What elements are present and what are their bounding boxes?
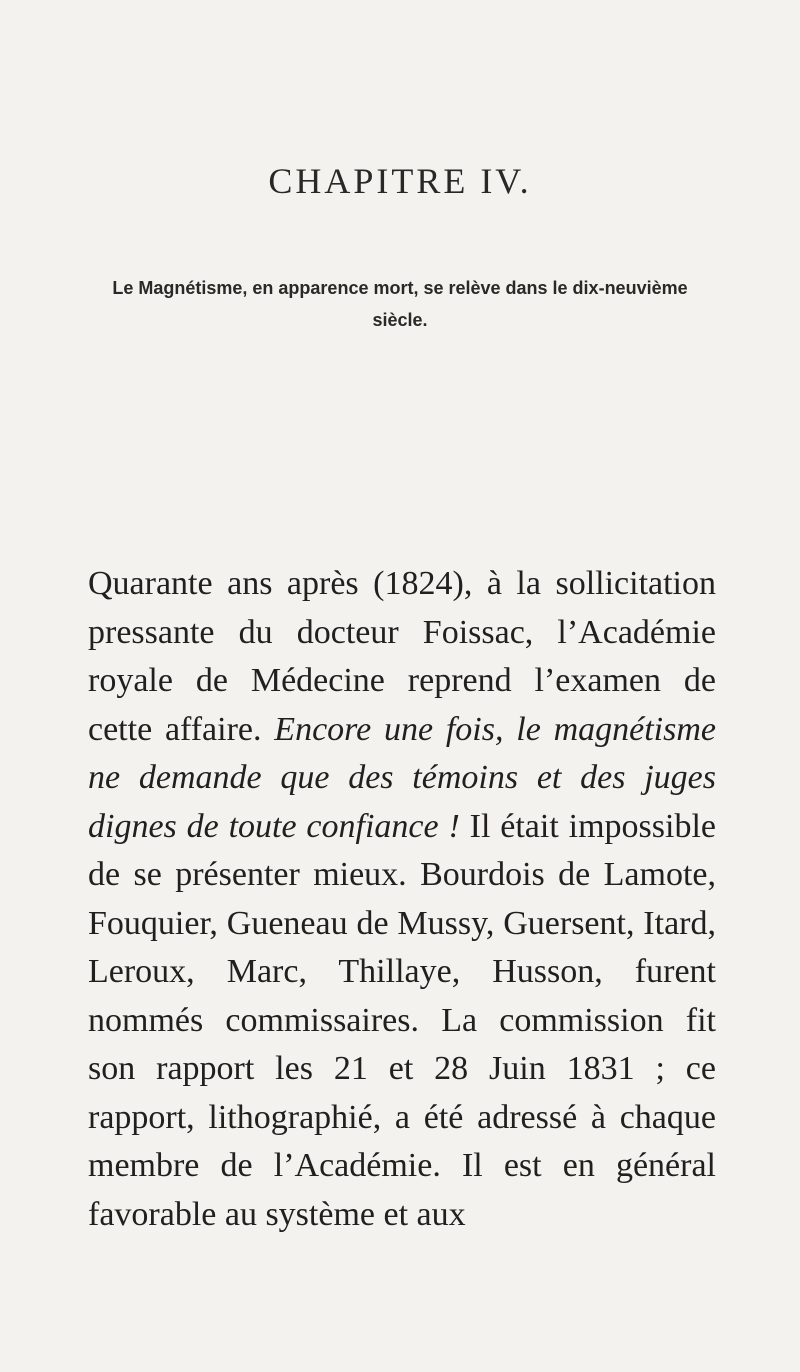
body-italic-quote: Encore une fois, le magnétisme ne demande que des témoins et des juges dignes de toute confiance ! — [88, 710, 716, 845]
chapter-summary: Le Magnétisme, en apparence mort, se relève dans le dix-neuvième siècle. — [112, 278, 688, 330]
body-text-segment: Quarante ans après (1824), à la sollicitation pressante du docteur Foissac, l’Académie royale de Médecine reprend l’examen de cette affaire. — [88, 565, 716, 748]
body-text-segment: Il était impossible de se présenter mieux. Bourdois de Lamote, Fouquier, Gueneau de Mussy, Guersent, Itard, Leroux, Marc, Thillaye, Husson, furent nommés commissaires. La commission fit son rapport les 21 et 28 Juin 1831 ; ce rapport, lithographié, a été adressé à chaque membre de l’Académie. Il est en général favorable au système et aux — [88, 807, 716, 1233]
body-paragraph — [88, 560, 716, 1239]
chapter-title: CHAPITRE IV. — [268, 161, 532, 201]
